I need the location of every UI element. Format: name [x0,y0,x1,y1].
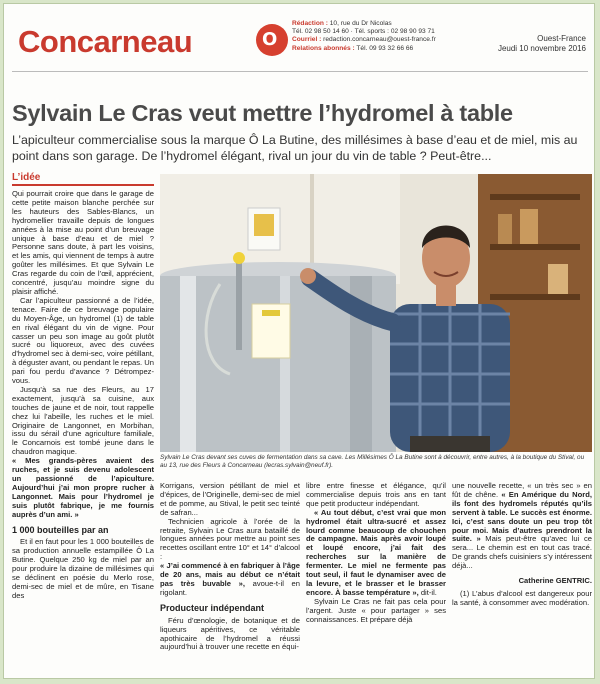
col2-quote [160,562,300,598]
subhead-producteur: Producteur indépendant [160,602,265,613]
ouest-france-logo-icon [256,24,288,56]
article-column-1 [12,190,154,676]
col3-quote-end: dit-il. [420,587,437,597]
col2-paragraph: Korrigans, version pétillant de miel et d’épices, de l’Originelle, demi-sec de miel et de pomme, au Stival, le petit sec teinté de safran... [160,482,300,517]
courriel-label: Courriel : [292,36,322,44]
col3-quote [306,509,446,598]
col2-paragraph: Technicien agricole à l’orée de la retraite, Sylvain Le Cras aura bataillé de longues années pour mettre au point ses recettes oscillant entre 10° et 14° d’alcool : [160,516,300,562]
header-divider [12,71,588,72]
col4-quote: « En Amérique du Nord, ils font des hydromels réputés qu’ils servent à table. Le succès est énorme. Ici, c’est sans doute un peu trop tôt pour moi. Mais d’autres prendront la suite. » [452,489,592,544]
logo-letter: O [262,29,278,50]
photo-shelf [490,194,580,200]
paper-date: Jeudi 10 novembre 2016 [497,43,586,53]
photo-valve-cap [233,252,245,264]
col2-paragraph: Féru d’œnologie, de botanique et de liqueurs apéritives, ce véritable apothicaire de l’hydromel a réussi aujourd’hui à trouver une recette en équi- [160,615,300,652]
article-column-2 [160,482,300,678]
col3-paragraph: Sylvain Le Cras ne fait pas cela pour l’argent. Juste « pour partager » ses connaissances. Et prépare déjà [306,596,446,624]
col4-outro: Mais peut-être qu’avec lui ce sera... Le chemin est en tout cas tracé. De grands chefs cuisiniers s’y intéressent déjà... [452,534,592,571]
author-signature: Catherine GENTRIC. [518,576,592,586]
contact-block [292,20,436,53]
col1-paragraph: Et il en faut pour les 1 000 bouteilles de sa production annuelle estampillée Ô La Butine. Quelque 250 kg de miel par an pour produire la dizaine de millésimes qui se déclinent en poésie du Merlo rose, demi-sec de miel et de mûre, en Tisane des [12,537,154,600]
subhead-bouteilles: 1 000 bouteilles par an [12,524,109,535]
photo-shelf [490,294,580,300]
phones-line: Tél. 02 98 50 14 60 · Tél. sports : 02 98 90 93 71 [292,28,435,36]
col1-paragraph: Qui pourrait croire que dans le garage de cette petite maison blanche perchée sur les hauteurs des Sables-Blancs, un hydromellier travaille depuis de longues années à la mise au point d’un breuvage unique à base d’eau et de miel ? Personne sans doute, à part les voisins, et les amis, qui viennent de temps à autre goûter les millésimes. Et que Sylvain Le Cras regarde du coin de l’œil, apprécient, concentré, jusqu’au moindre signe du plaisir affiché. [12,190,154,296]
col2-quote-text: « J’ai commencé à en fabriquer à l’âge de 20 ans, mais au début ce n’était pas très buvable », [160,561,300,588]
photo-caption: Sylvain Le Cras devant ses cuves de fermentation dans sa cave. Les Millésimes Ô La Butine sont à découvrir, entre autres, à la boutique du Stival, ou au 13, rue des Fleurs à Concarneau (lecras.sylvain@neuf.fr). [160,454,585,469]
photo-bottle [520,209,538,244]
redaction-address: 10, rue du Dr Nicolas [329,20,392,27]
section-kicker: L’idée [12,172,154,186]
col1-paragraph: Car l’apiculteur passionné a de l’idée, tenace. Faire de ce breuvage populaire du Moyen-Âge, un hydromel (1) de table en rival élégant du vin de vigne. Pour casser un peu son image au goût plutôt sucré ou liquoreux, avec des cuvées d’hydromel sec à demi-sec, voire pétillant, à déguster avant, ou pendant le repas. Un pari fou perdu d’avance ? Détrompez-vous. [12,295,154,386]
article-column-3 [306,482,446,678]
paper-name: Ouest-France [537,34,586,43]
page-header [4,4,595,66]
article-standfirst: L’apiculteur commercialise sous la marque Ô La Butine, des millésimes à base d’eau et de miel, mis au point dans son garage. De l’hydromel élégant, rival un jour du vin de table ? Peut-être... [12,133,578,163]
abonnes-phone: Tél. 09 93 32 66 66 [356,44,414,52]
redaction-line [292,20,436,28]
photo-neck [436,284,456,306]
article-headline: Sylvain Le Cras veut mettre l’hydromel à table [12,100,513,126]
redaction-label: Rédaction : [292,20,328,27]
photo-tank-highlight [280,276,290,452]
photo-label-logo [262,310,280,316]
col1-quote: « Mes grands-pères avaient des ruches, et je suis devenu adolescent un passionné de l’apiculture. Aujourd’hui j’ai mon propre rucher à Langonnet. Mais pour l’hydromel je suis plutôt fabrique, je me fournis auprès d’un ami. » [12,456,154,519]
footnote: (1) L’abus d’alcool est dangereux pour la santé, à consommer avec modération. [452,588,592,607]
photo-shelf [490,244,580,250]
photo-trousers [410,436,490,452]
abonnes-label: Relations abonnés : [292,44,355,52]
col2-quote-end: avoue-t-il en rigolant. [160,578,300,597]
col3-paragraph: libre entre finesse et élégance, qu’il commercialise depuis trois ans en tant que petit producteur indépendant. [306,482,446,508]
town-title: Concarneau [18,24,193,59]
col4-paragraph [452,482,592,571]
photo-poster-image [254,214,274,236]
col3-quote-text: « Au tout début, c’est vrai que mon hydromel était ultra-sucré et assez lourd comme beaucoup de chouchen de campagne. Mais après avoir loupé et loupé encore, j’ai fait des recherches sur la manière de fermenter. Le miel ne fermente pas tout seul, il faut le dynamiser avec de la levure, et le brasser et le brasser encore. À basse température », [306,507,446,597]
courriel-line [292,36,436,44]
photo-valve-pipe [236,260,242,350]
photo-illustration [160,174,592,452]
photo-tank-highlight [180,276,196,452]
article-photo [160,174,592,452]
photo-box [548,264,568,294]
col1-paragraph: Jusqu’à sa rue des Fleurs, au 17 exactement, jusqu’à sa cuisine, aux touches de jaune et de noir, tout rappelle chez lui l’abeille, les ruches et le miel. Originaire de Langonnet, en Morbihan, issu du sérail d’une agriculture familiale, le Concarnois est tombé jeune dans le chaudron magique. [12,384,154,457]
photo-bottle [498,214,512,244]
paper-info [498,34,586,53]
col4-intro: une nouvelle recette, « un très sec » en fût de chêne. [452,482,592,499]
abonnes-line [292,45,436,53]
article-column-4 [452,482,592,678]
photo-hand [300,268,316,284]
courriel-address: redaction.concarneau@ouest-france.fr [323,36,436,44]
newspaper-clipping [3,3,595,679]
